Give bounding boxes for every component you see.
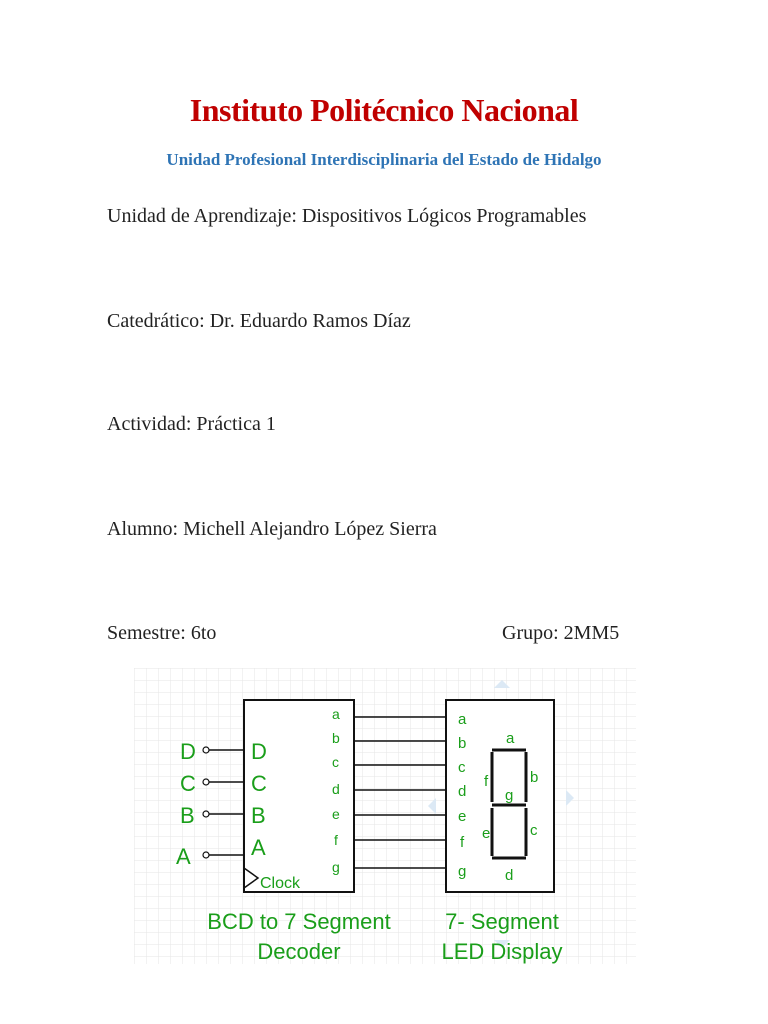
display-in-e: e [458,808,467,825]
input-outer-a: A [176,844,191,869]
semester-line: Semestre: 6to [107,622,217,644]
professor-line: Catedrático: Dr. Eduardo Ramos Díaz [107,310,411,332]
input-outer-b: B [180,803,195,828]
decoder-out-e: e [332,806,340,822]
input-inner-a: A [251,835,266,860]
segment-label-g: g [505,787,514,804]
student-line: Alumno: Michell Alejandro López Sierra [107,518,437,540]
display-caption-line1: 7- Segment [445,909,559,934]
segment-label-e: e [482,825,491,842]
bcd-seven-segment-diagram [134,668,636,964]
input-outer-d: D [180,739,196,764]
decoder-out-g: g [332,859,340,875]
decoder-out-a: a [332,706,340,722]
input-inner-d: D [251,739,267,764]
segment-label-f: f [484,773,489,790]
display-in-b: b [458,735,467,752]
display-in-a: a [458,711,467,728]
segment-label-d: d [505,867,514,884]
course-line: Unidad de Aprendizaje: Dispositivos Lógicos Programables [107,205,587,227]
decoder-out-b: b [332,730,340,746]
display-in-g: g [458,863,467,880]
input-outer-c: C [180,771,196,796]
display-in-c: c [458,759,466,776]
display-in-d: d [458,783,467,800]
group-line: Grupo: 2MM5 [502,622,620,644]
clock-label: Clock [260,875,301,892]
decoder-out-c: c [332,754,339,770]
segment-label-b: b [530,769,539,786]
institution-title: Instituto Politécnico Nacional [189,92,579,128]
unit-subtitle: Unidad Profesional Interdisciplinaria del Estado de Hidalgo [166,150,602,169]
display-in-f: f [460,834,465,851]
activity-line: Actividad: Práctica 1 [107,413,276,435]
diagram-svg [134,668,636,964]
segment-label-a: a [506,730,515,747]
segment-label-c: c [530,822,538,839]
decoder-caption-line2: Decoder [257,939,341,964]
display-caption-line2: LED Display [441,939,563,964]
decoder-out-d: d [332,781,340,797]
decoder-out-f: f [334,832,338,848]
input-inner-c: C [251,771,267,796]
input-inner-b: B [251,803,266,828]
decoder-caption-line1: BCD to 7 Segment [207,909,391,934]
